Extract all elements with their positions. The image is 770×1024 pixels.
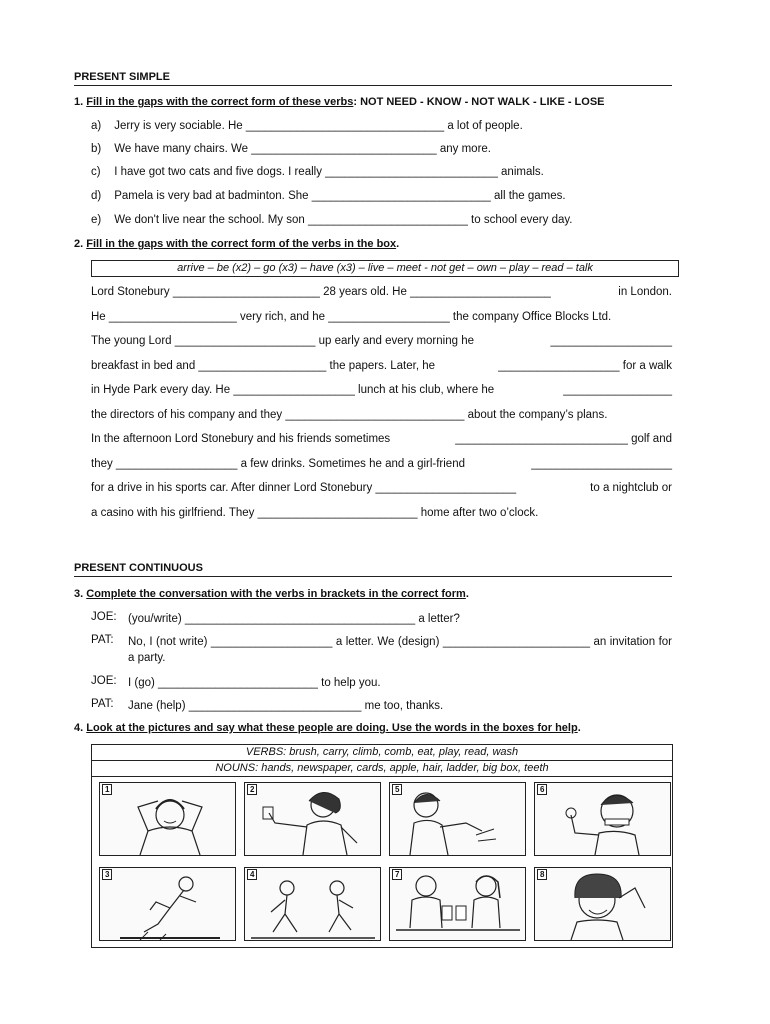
picture-number: 2 xyxy=(247,784,257,795)
picture-number: 6 xyxy=(537,784,547,795)
q2-line-left: The young Lord ______________________ up early and every morning he xyxy=(91,335,474,347)
picture-number: 1 xyxy=(102,784,112,795)
dialogue-text: Jane (help) ___________________________ me too, thanks. xyxy=(128,700,444,712)
q2-number: 2. xyxy=(74,238,84,250)
q2-line-right: ___________________ xyxy=(550,335,672,347)
picture-7-drawing xyxy=(390,868,525,940)
picture-number: 3 xyxy=(102,869,112,880)
q1-item-e xyxy=(91,214,572,226)
q2-line xyxy=(91,482,672,494)
picture-4-drawing xyxy=(245,868,380,940)
dialogue-text: (you/write) ____________________________________ a letter? xyxy=(128,613,460,625)
q2-verb-box: arrive – be (x2) – go (x3) – have (x3) – live – meet - not get – own – play – read – talk xyxy=(91,260,679,277)
picture-number: 5 xyxy=(392,784,402,795)
q2-line-left: the directors of his company and they ____________________________ about the company’s plans. xyxy=(91,409,608,421)
q2-line xyxy=(91,311,672,323)
picture-number: 4 xyxy=(247,869,257,880)
q1-item-d xyxy=(91,190,566,202)
dialogue-line xyxy=(91,634,672,666)
q3-number: 3. xyxy=(74,588,84,600)
q2-line-left: in Hyde Park every day. He ___________________ lunch at his club, where he xyxy=(91,384,495,396)
pictures-box xyxy=(91,744,673,948)
q2-line xyxy=(91,433,672,445)
q2-title: Fill in the gaps with the correct form of the verbs in the box xyxy=(86,238,397,250)
q1-item-text: I have got two cats and five dogs. I really ___________________________ animals. xyxy=(114,166,544,178)
q2-line-left: for a drive in his sports car. After dinner Lord Stonebury ______________________ xyxy=(91,482,517,494)
q1-heading xyxy=(74,96,605,108)
q1-item-label: c) xyxy=(91,166,101,178)
q1-item-text: We have many chairs. We _____________________________ any more. xyxy=(114,143,491,155)
q2-line-right: to a nightclub or xyxy=(590,482,672,494)
speaker: JOE: xyxy=(91,611,117,623)
q2-line-right: ___________________ for a walk xyxy=(498,360,672,372)
q3-end: . xyxy=(465,588,469,600)
q2-line-left: In the afternoon Lord Stonebury and his friends sometimes xyxy=(91,433,391,445)
q1-item-text: Jerry is very sociable. He _______________________________ a lot of people. xyxy=(114,120,523,132)
q1-item-label: e) xyxy=(91,214,102,226)
q2-line xyxy=(91,384,672,396)
q2-line-right: ______________________ xyxy=(531,458,672,470)
picture-3 xyxy=(99,867,236,941)
q1-item-a xyxy=(91,120,523,132)
picture-8-drawing xyxy=(535,868,670,940)
picture-2 xyxy=(244,782,381,856)
q1-item-text: We don't live near the school. My son _________________________ to school every day. xyxy=(114,214,573,226)
section-title-present-simple: PRESENT SIMPLE xyxy=(74,71,672,86)
q1-item-label: b) xyxy=(91,143,102,155)
dialogue-line xyxy=(91,675,672,691)
nouns-box: NOUNS: hands, newspaper, cards, apple, hair, ladder, big box, teeth xyxy=(92,761,672,777)
q1-item-label: d) xyxy=(91,190,102,202)
picture-2-drawing xyxy=(245,783,380,855)
dialogue-line xyxy=(91,698,672,714)
picture-1-drawing xyxy=(100,783,235,855)
q2-line-left: He ____________________ very rich, and he ___________________ the company Office Blocks Ltd. xyxy=(91,311,612,323)
picture-number: 7 xyxy=(392,869,402,880)
q4-heading xyxy=(74,722,581,734)
picture-4 xyxy=(244,867,381,941)
q1-title: Fill in the gaps with the correct form of these verbs xyxy=(86,96,354,108)
q4-title: Look at the pictures and say what these people are doing. Use the words in the boxes for help xyxy=(86,722,578,734)
verbs-box: VERBS: brush, carry, climb, comb, eat, play, read, wash xyxy=(92,745,672,761)
speaker: PAT: xyxy=(91,634,114,646)
q2-line-left: Lord Stonebury _______________________ 28 years old. He ______________________ xyxy=(91,286,551,298)
q2-line-left: a casino with his girlfriend. They _________________________ home after two o’clock. xyxy=(91,507,539,519)
picture-7 xyxy=(389,867,526,941)
dialogue-text: I (go) _________________________ to help you. xyxy=(128,677,381,689)
section-title-present-continuous: PRESENT CONTINUOUS xyxy=(74,562,672,577)
q2-line xyxy=(91,335,672,347)
q2-line-left: they ___________________ a few drinks. Sometimes he and a girl-friend xyxy=(91,458,465,470)
q2-line xyxy=(91,458,672,470)
q2-line-right: _________________ xyxy=(563,384,672,396)
q2-heading xyxy=(74,238,399,250)
q2-line-right: in London. xyxy=(618,286,672,298)
q1-verbs: : NOT NEED - KNOW - NOT WALK - LIKE - LOSE xyxy=(353,96,605,108)
q2-line xyxy=(91,409,672,421)
q1-item-b xyxy=(91,143,491,155)
speaker: JOE: xyxy=(91,675,117,687)
q4-end: . xyxy=(577,722,581,734)
q4-number: 4. xyxy=(74,722,84,734)
picture-number: 8 xyxy=(537,869,547,880)
q2-line-left: breakfast in bed and ____________________ the papers. Later, he xyxy=(91,360,436,372)
q2-line xyxy=(91,507,672,519)
dialogue-line xyxy=(91,611,672,627)
q2-line xyxy=(91,286,672,298)
picture-5 xyxy=(389,782,526,856)
q3-title: Complete the conversation with the verbs in brackets in the correct form xyxy=(86,588,466,600)
speaker: PAT: xyxy=(91,698,114,710)
picture-5-drawing xyxy=(390,783,525,855)
q3-heading xyxy=(74,588,469,600)
q2-line xyxy=(91,360,672,372)
q1-number: 1. xyxy=(74,96,84,108)
q2-end: . xyxy=(396,238,400,250)
picture-1 xyxy=(99,782,236,856)
q1-item-label: a) xyxy=(91,120,102,132)
q1-item-c xyxy=(91,166,544,178)
picture-3-drawing xyxy=(100,868,235,940)
picture-6 xyxy=(534,782,671,856)
q2-line-right: ___________________________ golf and xyxy=(455,433,672,445)
dialogue-text: No, I (not write) ___________________ a letter. We (design) _______________________ an invitation for a party. xyxy=(128,636,672,664)
picture-8 xyxy=(534,867,671,941)
q1-item-text: Pamela is very bad at badminton. She ____________________________ all the games. xyxy=(114,190,566,202)
picture-6-drawing xyxy=(535,783,670,855)
